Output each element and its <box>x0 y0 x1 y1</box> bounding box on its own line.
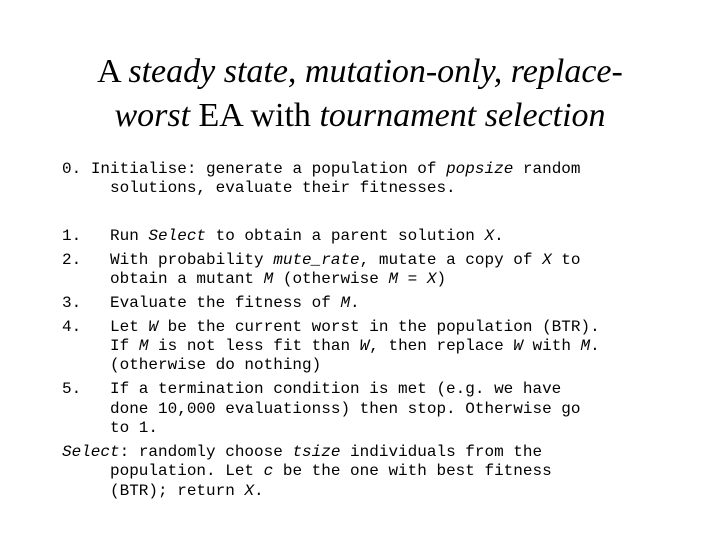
step-text-italic: W <box>359 337 370 355</box>
step-text-italic: X <box>542 251 552 269</box>
step-5-line-2: done 10,000 evaluationss) then stop. Otherwise go <box>110 400 581 418</box>
step-text: individuals from the <box>340 443 543 461</box>
title-text: A <box>97 53 129 90</box>
step-5-line-3: to 1. <box>110 419 159 437</box>
step-text-italic: M <box>388 270 399 288</box>
step-text: is not less fit than <box>148 337 360 355</box>
step-text: . <box>350 294 360 312</box>
step-text: = <box>398 270 427 288</box>
step-text-italic: mute_rate <box>273 251 360 269</box>
step-text: to obtain a parent solution <box>206 227 485 245</box>
select-line-2 <box>110 462 552 480</box>
step-4-line-3: (otherwise do nothing) <box>110 356 322 374</box>
step-text-italic: M <box>580 337 591 355</box>
step-text: If <box>110 337 139 355</box>
step-text: , then replace <box>369 337 514 355</box>
step-text-italic: W <box>148 318 159 336</box>
title-text-italic: worst <box>114 97 191 134</box>
step-text: (BTR); return <box>110 482 245 500</box>
step-text: . <box>254 482 264 500</box>
step-text: Evaluate the fitness of <box>110 294 341 312</box>
step-5-line-1: If a termination condition is met (e.g. we have <box>110 380 562 398</box>
step-text: . <box>590 337 600 355</box>
step-text: : randomly choose <box>119 443 293 461</box>
step-5-number: 5. <box>62 380 82 398</box>
step-3-number: 3. <box>62 294 82 312</box>
step-text-italic: X <box>244 482 255 500</box>
step-text-italic: X <box>484 227 495 245</box>
step-text: be the one with best fitness <box>273 462 552 480</box>
title-text: EA with <box>190 97 320 134</box>
step-text: ) <box>436 270 447 288</box>
step-text: to <box>551 251 581 269</box>
title-text-italic: tournament selection <box>319 97 606 134</box>
step-text-italic: c <box>263 462 274 480</box>
step-3-line-1 <box>110 294 360 312</box>
step-text: Run <box>110 227 149 245</box>
step-text: random <box>513 160 581 178</box>
step-text: . <box>494 227 504 245</box>
step-text-italic: popsize <box>446 160 514 178</box>
step-2-number: 2. <box>62 251 82 269</box>
step-text: population. Let <box>110 462 264 480</box>
step-text-italic: Select <box>148 227 207 245</box>
step-text: be the current worst in the population (BTR). <box>158 318 600 336</box>
select-line-1 <box>62 443 542 461</box>
step-text: with <box>522 337 581 355</box>
step-text-italic: M <box>138 337 149 355</box>
step-2-line-1 <box>110 251 581 269</box>
step-text: (otherwise <box>273 270 389 288</box>
step-1-line-1 <box>110 227 504 245</box>
step-text: Let <box>110 318 149 336</box>
step-4-line-2 <box>110 337 600 355</box>
step-text: With probability <box>110 251 274 269</box>
step-text-italic: X <box>426 270 437 288</box>
step-text-italic: W <box>513 337 523 355</box>
step-text-italic: M <box>263 270 274 288</box>
title-text-italic: steady state, mutation-only, replace- <box>128 53 623 90</box>
step-number: 0. <box>62 160 82 178</box>
step-4-number: 4. <box>62 318 82 336</box>
step-4-line-1 <box>110 318 600 336</box>
step-1-number: 1. <box>62 227 82 245</box>
step-text: obtain a mutant <box>110 270 264 288</box>
step-0-line-2: solutions, evaluate their fitnesses. <box>110 179 456 197</box>
step-2-line-2 <box>110 270 446 288</box>
select-line-3 <box>110 482 264 500</box>
step-text: , mutate a copy of <box>359 251 543 269</box>
step-0-line-1 <box>62 160 581 178</box>
step-text-italic: tsize <box>292 443 341 461</box>
step-text-italic: Select <box>62 443 120 461</box>
step-text: Initialise: generate a population of <box>90 160 447 178</box>
step-text-italic: M <box>340 294 351 312</box>
